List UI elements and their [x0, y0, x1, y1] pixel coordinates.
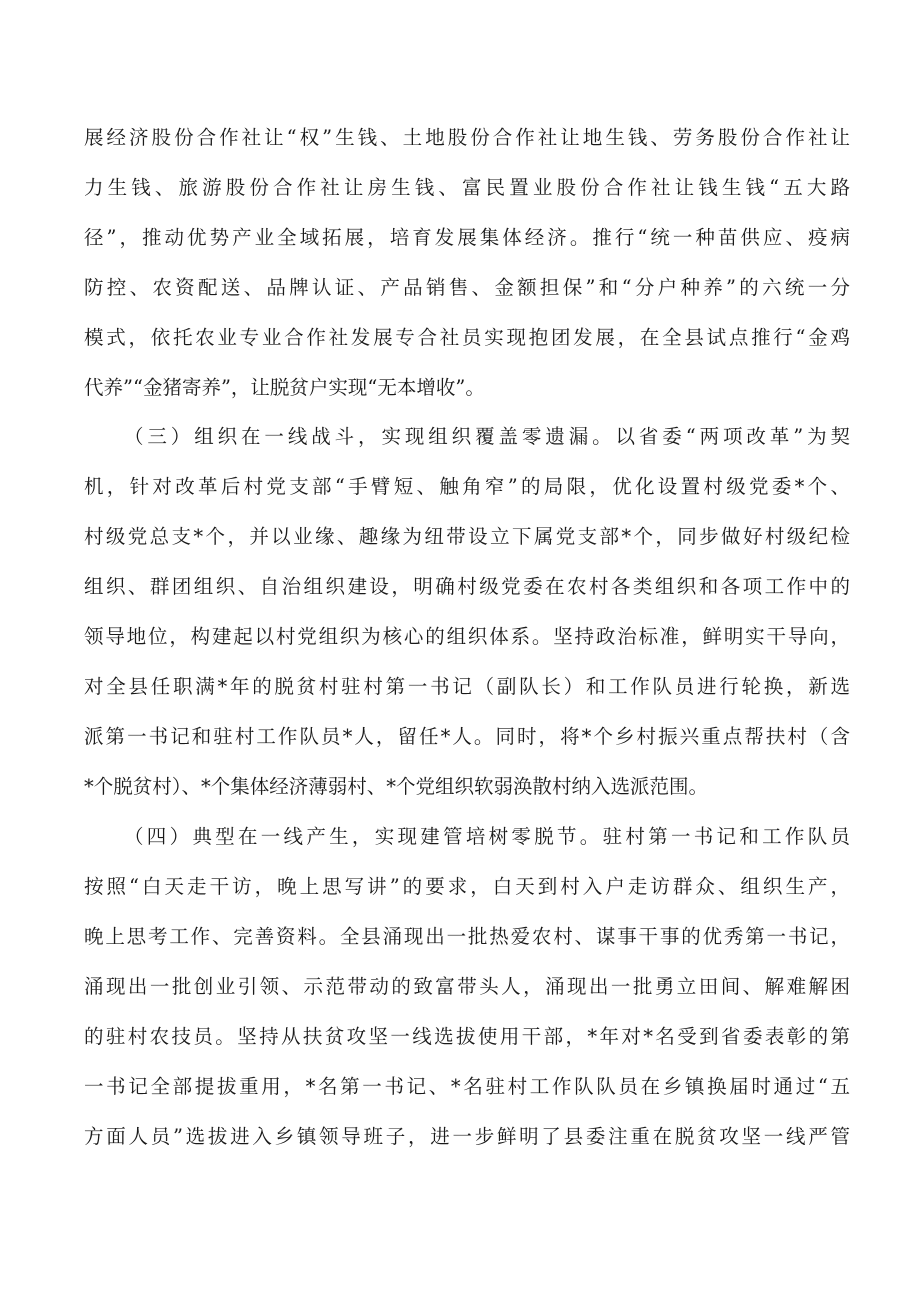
paragraph-p1 — [84, 113, 850, 413]
paragraph-line: 径”，推动优势产业全域拓展，培育发展集体经济。推行“统一种苗供应、疫病 — [84, 226, 850, 249]
paragraph-line: 晚上思考工作、完善资料。全县涌现出一批热爱农村、谋事干事的优秀第一书记， — [84, 925, 850, 948]
paragraph-line: 一书记全部提拔重用，*名第一书记、*名驻村工作队队员在乡镇换届时通过“五 — [84, 1075, 850, 1098]
paragraph-line: 按照“白天走干访，晚上思写讲”的要求，白天到村入户走访群众、组织生产， — [84, 875, 850, 898]
paragraph-line: 机，针对改革后村党支部“手臂短、触角窄”的局限，优化设置村级党委*个、 — [84, 475, 850, 498]
paragraph-line: 代养”“金猪寄养”，让脱贫户实现“无本增收”。 — [84, 376, 485, 399]
paragraph-line: （四）典型在一线产生，实现建管培树零脱节。驻村第一书记和工作队员 — [124, 825, 850, 848]
paragraph-line: 对全县任职满*年的脱贫村驻村第一书记（副队长）和工作队员进行轮换，新选 — [84, 675, 850, 698]
paragraph-line: 展经济股份合作社让“权”生钱、土地股份合作社让地生钱、劳务股份合作社让 — [84, 126, 850, 149]
paragraph-line: 力生钱、旅游股份合作社让房生钱、富民置业股份合作社让钱生钱“五大路 — [84, 176, 850, 199]
paragraph-line: 领导地位，构建起以村党组织为核心的组织体系。坚持政治标准，鲜明实干导向， — [84, 625, 850, 648]
paragraph-line: 模式，依托农业专业合作社发展专合社员实现抱团发展，在全县试点推行“金鸡 — [84, 326, 850, 349]
paragraph-line: 村级党总支*个，并以业缘、趣缘为纽带设立下属党支部*个，同步做好村级纪检 — [84, 525, 850, 548]
paragraph-line: 的驻村农技员。坚持从扶贫攻坚一线选拔使用干部，*年对*名受到省委表彰的第 — [84, 1025, 850, 1048]
paragraph-line: 派第一书记和驻村工作队员*人，留任*人。同时，将*个乡村振兴重点帮扶村（含 — [84, 725, 850, 748]
paragraph-line: 方面人员”选拔进入乡镇领导班子，进一步鲜明了县委注重在脱贫攻坚一线严管 — [84, 1125, 850, 1148]
paragraph-p3 — [84, 812, 850, 1162]
paragraph-line: 组织、群团组织、自治组织建设，明确村级党委在农村各类组织和各项工作中的 — [84, 575, 850, 598]
paragraph-line: 防控、农资配送、品牌认证、产品销售、金额担保”和“分户种养”的六统一分 — [84, 276, 850, 299]
paragraph-line: 涌现出一批创业引领、示范带动的致富带头人，涌现出一批勇立田间、解难解困 — [84, 975, 850, 998]
paragraph-line: （三）组织在一线战斗，实现组织覆盖零遗漏。以省委“两项改革”为契 — [124, 425, 850, 448]
paragraph-line: *个脱贫村）、*个集体经济薄弱村、*个党组织软弱涣散村纳入选派范围。 — [84, 775, 709, 798]
paragraph-p2 — [84, 412, 850, 812]
